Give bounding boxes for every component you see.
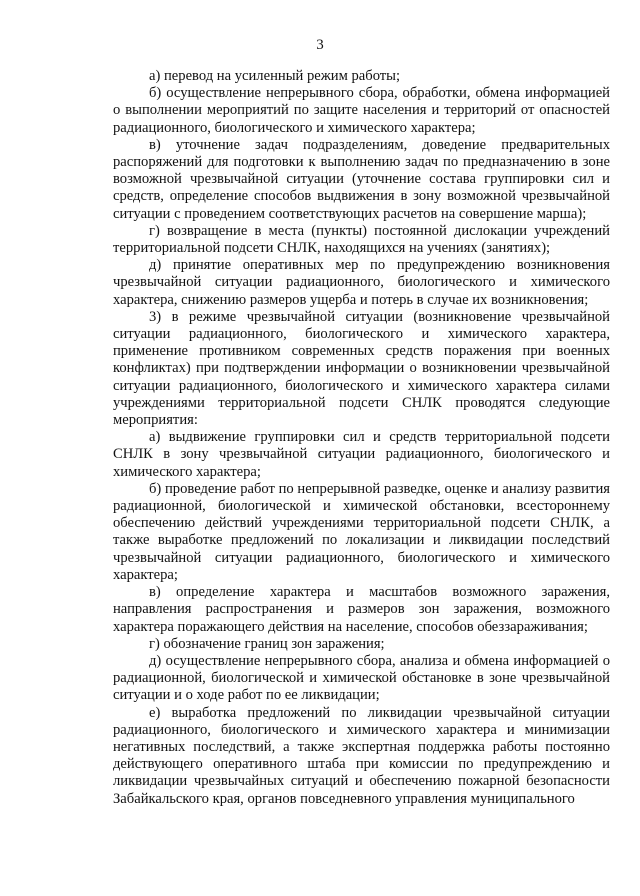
paragraph-d-information-exchange: д) осуществление непрерывного сбора, анализа и обмена информацией о радиационной, биологической и химической обстановке в зоне чрезвычайной ситуации и о ходе работ по ее ликвидации; (113, 652, 610, 704)
paragraph-a-deployment: а) выдвижение группировки сил и средств территориальной подсети СНЛК в зону чрезвычайной ситуации радиационного, биологического и химического характера; (113, 429, 610, 480)
paragraph-b-reconnaissance: б) проведение работ по непрерывной разведке, оценке и анализу развития радиационной, биологической и химической обстановки, всестороннему обеспечению действий учреждениями территориальной подсети СНЛК, а также выработке предложений по локализации и ликвидации последствий чрезвычайной ситуации радиационного, биологического и химического характера; (113, 480, 610, 583)
paragraph-v-contamination-assessment: в) определение характера и масштабов возможного заражения, направления распространения и размеров зон заражения, возможного характера поражающего действия на население, способов обеззараживания; (113, 584, 610, 635)
paragraph-g-zone-boundaries: г) обозначение границ зон заражения; (149, 635, 385, 652)
paragraph-3-emergency-mode: 3) в режиме чрезвычайной ситуации (возникновение чрезвычайной ситуации радиационного, биологического и химического характера, применение противником современных средств поражения при военных конфликтах) при подтверждении информации о возникновении чрезвычайной ситуации радиационного, биологического и химического характера силами учреждениями территориальной подсети СНЛК проводятся следующие мероприятия: (113, 308, 610, 429)
page-number: 3 (316, 37, 324, 53)
paragraph-e-proposals: е) выработка предложений по ликвидации чрезвычайной ситуации радиационного, биологического и химического характера и минимизации негативных последствий, а также экспертная поддержка работы постоянно действующего оперативного штаба при комиссии по предупреждению и ликвидации чрезвычайных ситуаций и обеспечению пожарной безопасности Забайкальского края, органов повседневного управления муниципального (113, 704, 610, 807)
paragraph-d-operational-measures: д) принятие оперативных мер по предупреждению возникновения чрезвычайной ситуации радиационного, биологического и химического характера, снижению размеров ущерба и потерь в случае их возникновения; (113, 257, 610, 308)
document-body (113, 68, 610, 808)
paragraph-v-task-clarification: в) уточнение задач подразделениям, доведение предварительных распоряжений для подготовки к выполнению задач по предназначению в зоне возможной чрезвычайной ситуации (уточнение состава группировки сил и средств, определение способов выдвижения в зону возможной чрезвычайной ситуации с проведением соответствующих расчетов на совершение марша); (113, 136, 610, 222)
paragraph-g-return-to-bases: г) возвращение в места (пункты) постоянной дислокации учреждений территориальной подсети СНЛК, находящихся на учениях (занятиях); (113, 222, 610, 257)
paragraph-b-information-collection: б) осуществление непрерывного сбора, обработки, обмена информацией о выполнении мероприятий по защите населения и территорий от опасностей радиационного, биологического и химического характера; (113, 85, 610, 136)
paragraph-a-enhanced-mode: а) перевод на усиленный режим работы; (149, 68, 401, 84)
